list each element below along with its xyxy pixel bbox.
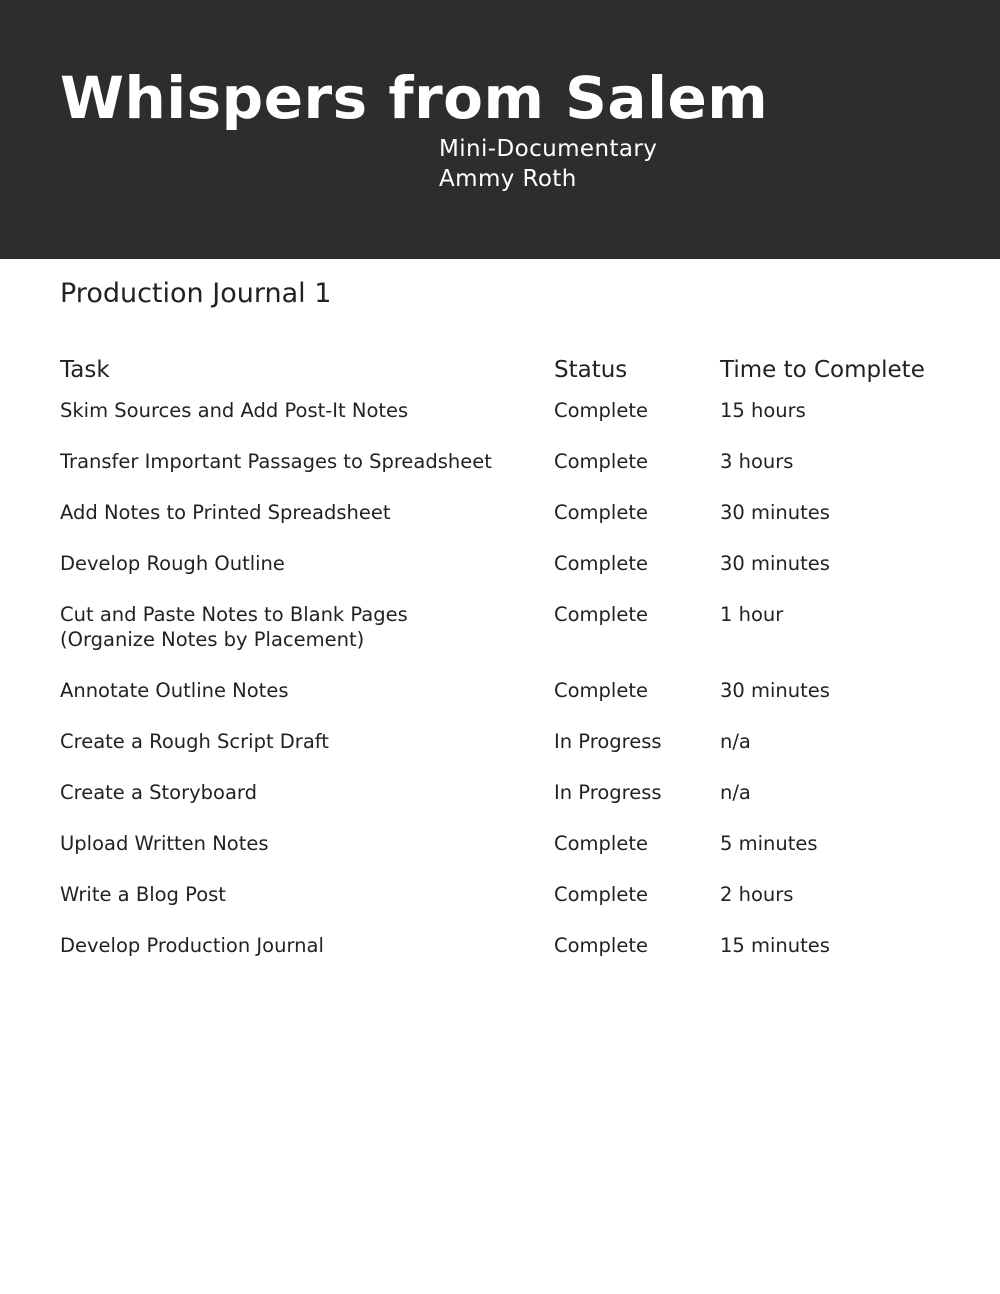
table-row [60, 933, 960, 984]
task-name: Cut and Paste Notes to Blank Pages [60, 603, 408, 626]
table-row [60, 500, 960, 551]
table-row [60, 551, 960, 602]
time-cell: 5 minutes [720, 832, 818, 855]
table-row [60, 398, 960, 449]
title-banner [0, 0, 1000, 259]
table-row [60, 780, 960, 831]
task-cell [60, 933, 554, 984]
journal-heading: Production Journal 1 [60, 278, 332, 309]
task-cell [60, 780, 554, 831]
task-cell [60, 500, 554, 551]
task-cell [60, 831, 554, 882]
task-cell [60, 551, 554, 602]
table-header-row [60, 352, 960, 398]
task-name: Add Notes to Printed Spreadsheet [60, 501, 391, 524]
status-cell: In Progress [554, 781, 662, 804]
task-name-note: (Organize Notes by Placement) [60, 628, 365, 651]
document-subtitle: Mini-Documentary [439, 136, 658, 162]
task-name: Annotate Outline Notes [60, 679, 289, 702]
time-cell: n/a [720, 781, 751, 804]
column-header-task: Task [60, 357, 110, 383]
task-table [60, 352, 960, 984]
subtitle-block [439, 134, 657, 194]
status-cell: Complete [554, 552, 648, 575]
status-cell: In Progress [554, 730, 662, 753]
task-name: Develop Production Journal [60, 934, 324, 957]
column-header-status: Status [554, 357, 628, 383]
table-row [60, 449, 960, 500]
status-cell: Complete [554, 832, 648, 855]
status-cell: Complete [554, 934, 648, 957]
task-cell [60, 449, 554, 500]
time-cell: 1 hour [720, 603, 784, 626]
time-cell: 15 hours [720, 399, 806, 422]
task-cell [60, 678, 554, 729]
table-row [60, 831, 960, 882]
table-row [60, 678, 960, 729]
table-row [60, 602, 960, 678]
document-title: Whispers from Salem [60, 64, 769, 132]
time-cell: 30 minutes [720, 552, 830, 575]
time-cell: 2 hours [720, 883, 794, 906]
table-row [60, 882, 960, 933]
status-cell: Complete [554, 399, 648, 422]
task-name: Create a Rough Script Draft [60, 730, 329, 753]
status-cell: Complete [554, 603, 648, 626]
table-row [60, 729, 960, 780]
task-cell [60, 882, 554, 933]
status-cell: Complete [554, 679, 648, 702]
task-name: Upload Written Notes [60, 832, 269, 855]
task-name: Create a Storyboard [60, 781, 257, 804]
task-name: Write a Blog Post [60, 883, 226, 906]
task-name: Transfer Important Passages to Spreadsheet [60, 450, 492, 473]
task-name: Skim Sources and Add Post-It Notes [60, 399, 409, 422]
status-cell: Complete [554, 501, 648, 524]
task-cell [60, 729, 554, 780]
task-cell [60, 398, 554, 449]
time-cell: n/a [720, 730, 751, 753]
task-cell [60, 602, 554, 678]
time-cell: 3 hours [720, 450, 794, 473]
time-cell: 15 minutes [720, 934, 830, 957]
task-name: Develop Rough Outline [60, 552, 285, 575]
status-cell: Complete [554, 450, 648, 473]
column-header-time: Time to Complete [720, 357, 925, 383]
time-cell: 30 minutes [720, 679, 830, 702]
status-cell: Complete [554, 883, 648, 906]
time-cell: 30 minutes [720, 501, 830, 524]
document-author: Ammy Roth [439, 166, 577, 192]
